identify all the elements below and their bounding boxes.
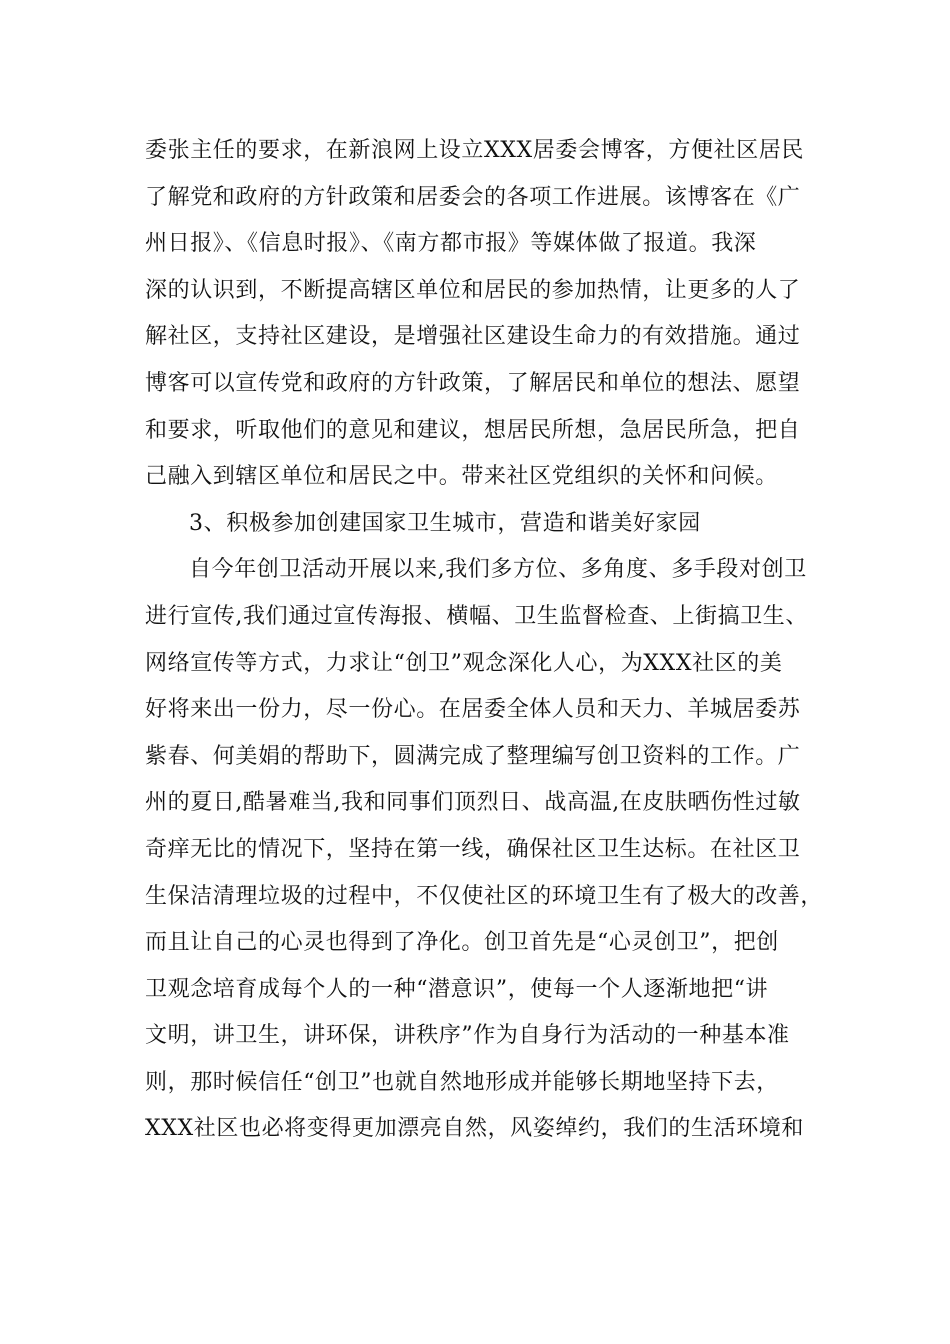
- text-line: 己融入到辖区单位和居民之中。带来社区党组织的关怀和问候。: [145, 464, 778, 490]
- text-line: 好将来出一份力，尽一份心。在居委全体人员和天力、羊城居委苏: [145, 697, 801, 723]
- text-line: 博客可以宣传党和政府的方针政策，了解居民和单位的想法、愿望: [145, 370, 801, 396]
- text-line: 和要求，听取他们的意见和建议，想居民所想，急居民所急，把自: [145, 417, 801, 443]
- text-line: 委张主任的要求，在新浪网上设立XXX居委会博客，方便社区居民: [145, 138, 804, 163]
- text-line: 解社区，支持社区建设，是增强社区建设生命力的有效措施。通过: [145, 324, 801, 350]
- section-heading: 3、积极参加创建国家卫生城市，营造和谐美好家园: [189, 510, 701, 536]
- text-line: XXX社区也必将变得更加漂亮自然，风姿绰约，我们的生活环境和: [145, 1116, 804, 1142]
- text-line: 了解党和政府的方针政策和居委会的各项工作进展。该博客在《广: [145, 184, 801, 210]
- body-text: [145, 128, 835, 1153]
- text-line: 生保洁清理垃圾的过程中，不仅使社区的环境卫生有了极大的改善，: [145, 883, 824, 909]
- text-line: 网络宣传等方式，力求让“创卫”观念深化人心，为XXX社区的美: [145, 650, 783, 676]
- text-line: 自今年创卫活动开展以来,我们多方位、多角度、多手段对创卫: [189, 557, 807, 583]
- text-line: 则，那时候信任“创卫”也就自然地形成并能够长期地坚持下去，: [145, 1069, 779, 1095]
- text-line: 卫观念培育成每个人的一种“潜意识”，使每一个人逐渐地把“讲: [145, 976, 769, 1002]
- text-line: 紫春、何美娟的帮助下，圆满完成了整理编写创卫资料的工作。广: [145, 743, 801, 769]
- text-line: 州的夏日,酷暑难当,我和同事们顶烈日、战高温,在皮肤晒伤性过敏: [145, 790, 801, 816]
- text-line: 深的认识到，不断提高辖区单位和居民的参加热情，让更多的人了: [145, 277, 801, 303]
- text-line: 进行宣传,我们通过宣传海报、横幅、卫生监督检查、上街搞卫生、: [145, 603, 808, 629]
- text-line: 州日报》、《信息时报》、《南方都市报》等媒体做了报道。我深: [145, 231, 757, 257]
- text-line: 奇痒无比的情况下，坚持在第一线，确保社区卫生达标。在社区卫: [145, 836, 801, 862]
- text-line: 而且让自己的心灵也得到了净化。创卫首先是“心灵创卫”，把创: [145, 930, 779, 956]
- text-line: 文明，讲卫生，讲环保，讲秩序”作为自身行为活动的一种基本准: [145, 1023, 790, 1049]
